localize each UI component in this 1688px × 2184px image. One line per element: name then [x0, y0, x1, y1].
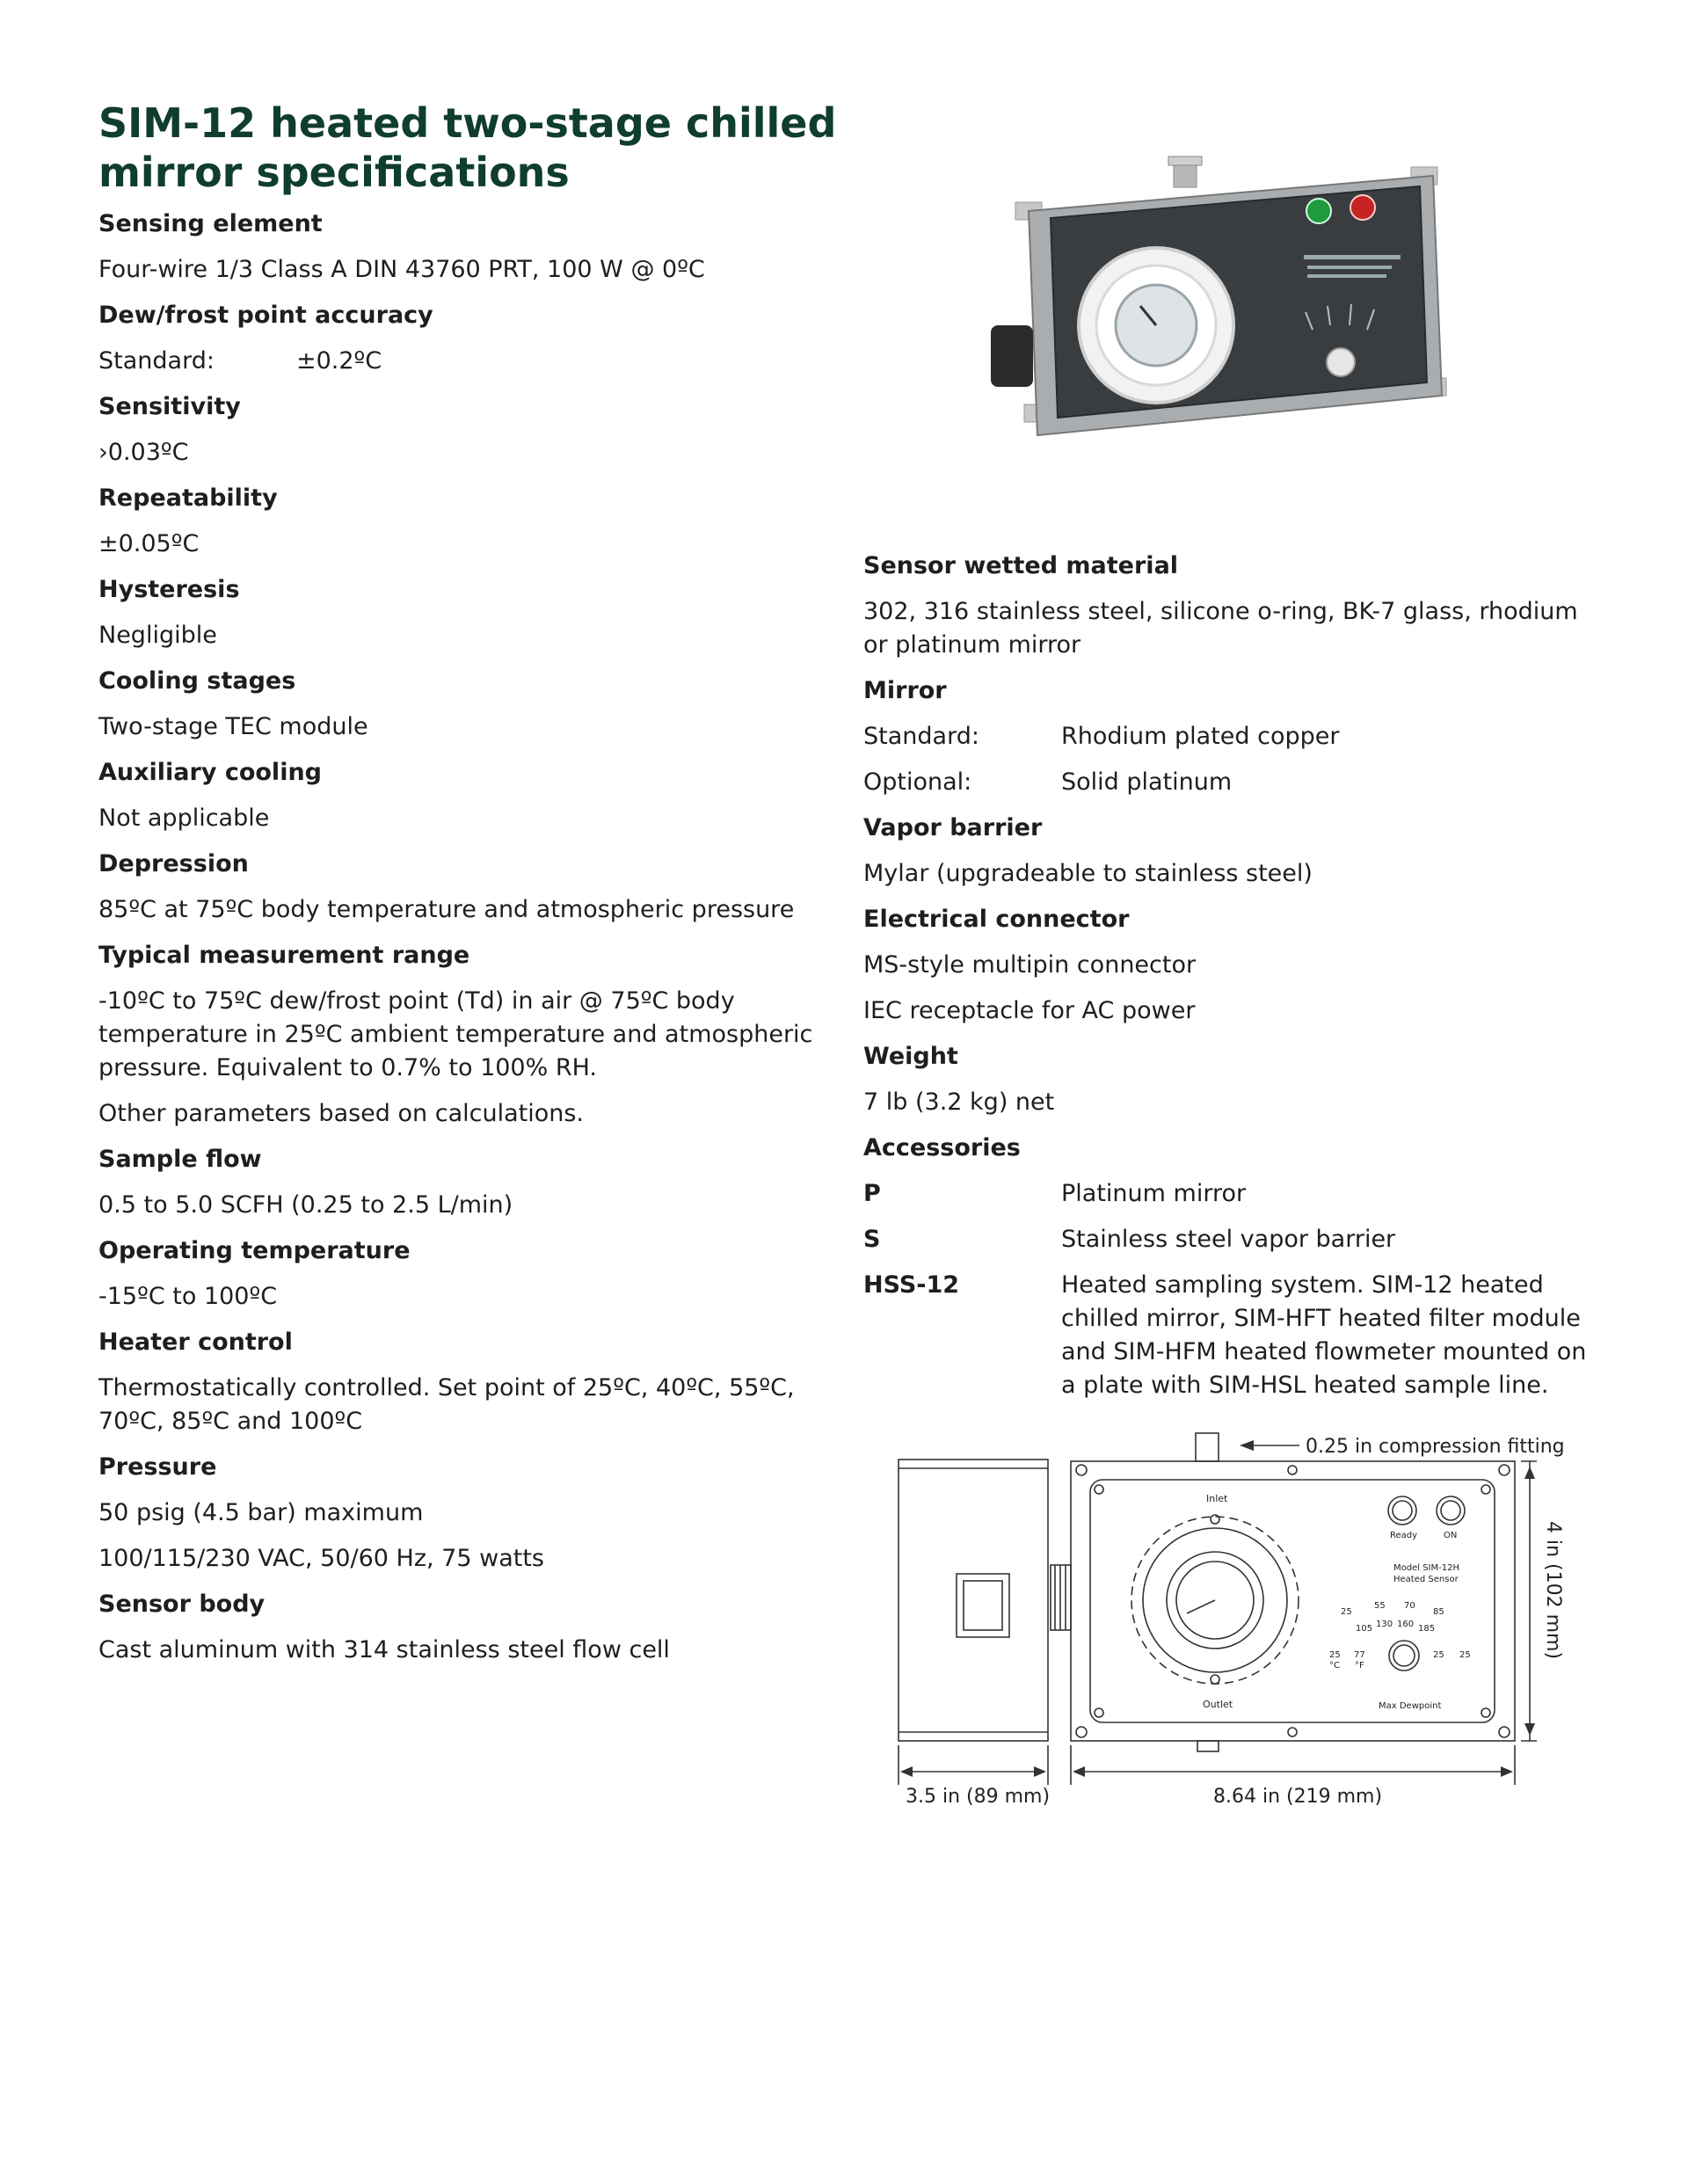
- depth-label: 3.5 in (89 mm): [906, 1786, 1051, 1808]
- sensitivity-value: ›0.03ºC: [98, 439, 189, 466]
- inlet-label: Inlet: [1206, 1493, 1228, 1504]
- mirror-optional-row: [863, 766, 1593, 799]
- auxiliary-cooling-value: Not applicable: [98, 804, 270, 832]
- accuracy-row: [98, 345, 828, 378]
- height-label: 4 in (102 mm): [1542, 1521, 1564, 1660]
- wetted-material-value: 302, 316 stainless steel, silicone o-ring, BK-7 glass, rhodium or platinum mirror: [863, 598, 1578, 659]
- width-label: 8.64 in (219 mm): [1213, 1786, 1383, 1808]
- max-dewpoint-label: Max Dewpoint: [1379, 1701, 1442, 1711]
- dimension-drawing: [879, 1416, 1600, 1811]
- vapor-barrier-heading: Vapor barrier: [863, 814, 1043, 841]
- scale-70: 70: [1404, 1601, 1415, 1611]
- sensing-element-value: Four-wire 1/3 Class A DIN 43760 PRT, 100 W @ 0ºC: [98, 256, 705, 283]
- product-photo: [980, 114, 1473, 510]
- heater-control-value: Thermostatically controlled. Set point of 25ºC, 40ºC, 55ºC, 70ºC, 85ºC and 100ºC: [98, 1374, 795, 1435]
- accessory-description: Stainless steel vapor barrier: [1061, 1226, 1396, 1253]
- measurement-range-value: -10ºC to 75ºC dew/frost point (Td) in air @ 75ºC body temperature in 25ºC ambient temperature and atmospheric pressure. Equivalent to 0.7% to 100% RH.: [98, 987, 813, 1081]
- accessory-row: [863, 1269, 1593, 1402]
- operating-temperature-heading: Operating temperature: [98, 1237, 411, 1264]
- scale-85: 85: [1433, 1607, 1444, 1617]
- pressure-value: 50 psig (4.5 bar) maximum: [98, 1499, 424, 1526]
- hysteresis-heading: Hysteresis: [98, 576, 240, 603]
- mirror-standard-value: Rhodium plated copper: [1061, 723, 1340, 750]
- weight-value: 7 lb (3.2 kg) net: [863, 1088, 1055, 1116]
- scale-77: 77: [1354, 1650, 1365, 1660]
- measurement-range-note: Other parameters based on calculations.: [98, 1100, 584, 1127]
- sensing-element-heading: Sensing element: [98, 210, 323, 237]
- left-spec-column: [98, 207, 828, 1679]
- outlet-label: Outlet: [1203, 1699, 1233, 1710]
- accuracy-heading: Dew/frost point accuracy: [98, 302, 433, 329]
- power-value: 100/115/230 VAC, 50/60 Hz, 75 watts: [98, 1545, 544, 1572]
- accuracy-label: Standard:: [98, 347, 215, 375]
- mirror-optional-value: Solid platinum: [1061, 768, 1233, 796]
- operating-temperature-value: -15ºC to 100ºC: [98, 1283, 278, 1310]
- on-label: ON: [1444, 1531, 1458, 1540]
- vapor-barrier-value: Mylar (upgradeable to stainless steel): [863, 860, 1313, 887]
- cooling-stages-value: Two-stage TEC module: [98, 713, 368, 740]
- fitting-label: 0.25 in compression fitting: [1306, 1436, 1565, 1458]
- accessory-code: S: [863, 1226, 881, 1253]
- depression-value: 85ºC at 75ºC body temperature and atmospheric pressure: [98, 896, 795, 923]
- electrical-connector-value-1: MS-style multipin connector: [863, 951, 1197, 979]
- mirror-heading: Mirror: [863, 677, 947, 704]
- sample-flow-heading: Sample flow: [98, 1146, 262, 1173]
- auxiliary-cooling-heading: Auxiliary cooling: [98, 759, 322, 786]
- repeatability-value: ±0.05ºC: [98, 530, 200, 557]
- scale-185: 185: [1418, 1624, 1436, 1634]
- sensor-body-value: Cast aluminum with 314 stainless steel flow cell: [98, 1636, 670, 1663]
- cooling-stages-heading: Cooling stages: [98, 667, 296, 695]
- accessory-code: P: [863, 1180, 881, 1207]
- scale-55: 55: [1374, 1601, 1386, 1611]
- heater-control-heading: Heater control: [98, 1329, 293, 1356]
- scale-25-c: 25: [1329, 1650, 1341, 1660]
- accessory-description: Heated sampling system. SIM-12 heated chilled mirror, SIM-HFT heated filter module and SIM-HFM heated flowmeter mounted on a plate with SIM-HSL heated sample line.: [1061, 1271, 1587, 1399]
- mirror-standard-row: [863, 720, 1593, 753]
- electrical-connector-value-2: IEC receptacle for AC power: [863, 997, 1196, 1024]
- wetted-material-heading: Sensor wetted material: [863, 552, 1179, 579]
- ready-label: Ready: [1390, 1531, 1418, 1540]
- right-spec-column: [863, 550, 1593, 1415]
- scale-160: 160: [1397, 1620, 1415, 1629]
- mirror-optional-label: Optional:: [863, 768, 972, 796]
- repeatability-heading: Repeatability: [98, 484, 278, 512]
- heated-sensor-label: Heated Sensor: [1393, 1575, 1459, 1584]
- scale-130: 130: [1376, 1620, 1393, 1629]
- sensitivity-heading: Sensitivity: [98, 393, 241, 420]
- accessories-heading: Accessories: [863, 1134, 1021, 1161]
- accessory-row: [863, 1177, 1593, 1211]
- accessory-row: [863, 1223, 1593, 1256]
- scale-25: 25: [1341, 1607, 1352, 1617]
- scale-105: 105: [1356, 1624, 1373, 1634]
- depression-heading: Depression: [98, 850, 249, 877]
- sample-flow-value: 0.5 to 5.0 SCFH (0.25 to 2.5 L/min): [98, 1191, 513, 1219]
- mirror-standard-label: Standard:: [863, 723, 979, 750]
- measurement-range-heading: Typical measurement range: [98, 942, 470, 969]
- electrical-connector-heading: Electrical connector: [863, 906, 1130, 933]
- fahrenheit-label: °F: [1355, 1661, 1364, 1671]
- accessory-code: HSS-12: [863, 1271, 960, 1299]
- accessory-description: Platinum mirror: [1061, 1180, 1247, 1207]
- sensor-body-heading: Sensor body: [98, 1591, 266, 1618]
- accuracy-value: ±0.2ºC: [296, 347, 382, 375]
- weight-heading: Weight: [863, 1043, 958, 1070]
- scale-25-right: 25: [1433, 1650, 1444, 1660]
- celsius-label: °C: [1329, 1661, 1340, 1671]
- pressure-heading: Pressure: [98, 1453, 217, 1481]
- scale-25-far-right: 25: [1459, 1650, 1471, 1660]
- model-label: Model SIM-12H: [1393, 1563, 1459, 1573]
- hysteresis-value: Negligible: [98, 622, 217, 649]
- page-title: SIM-12 heated two-stage chilled mirror specifications: [98, 99, 837, 196]
